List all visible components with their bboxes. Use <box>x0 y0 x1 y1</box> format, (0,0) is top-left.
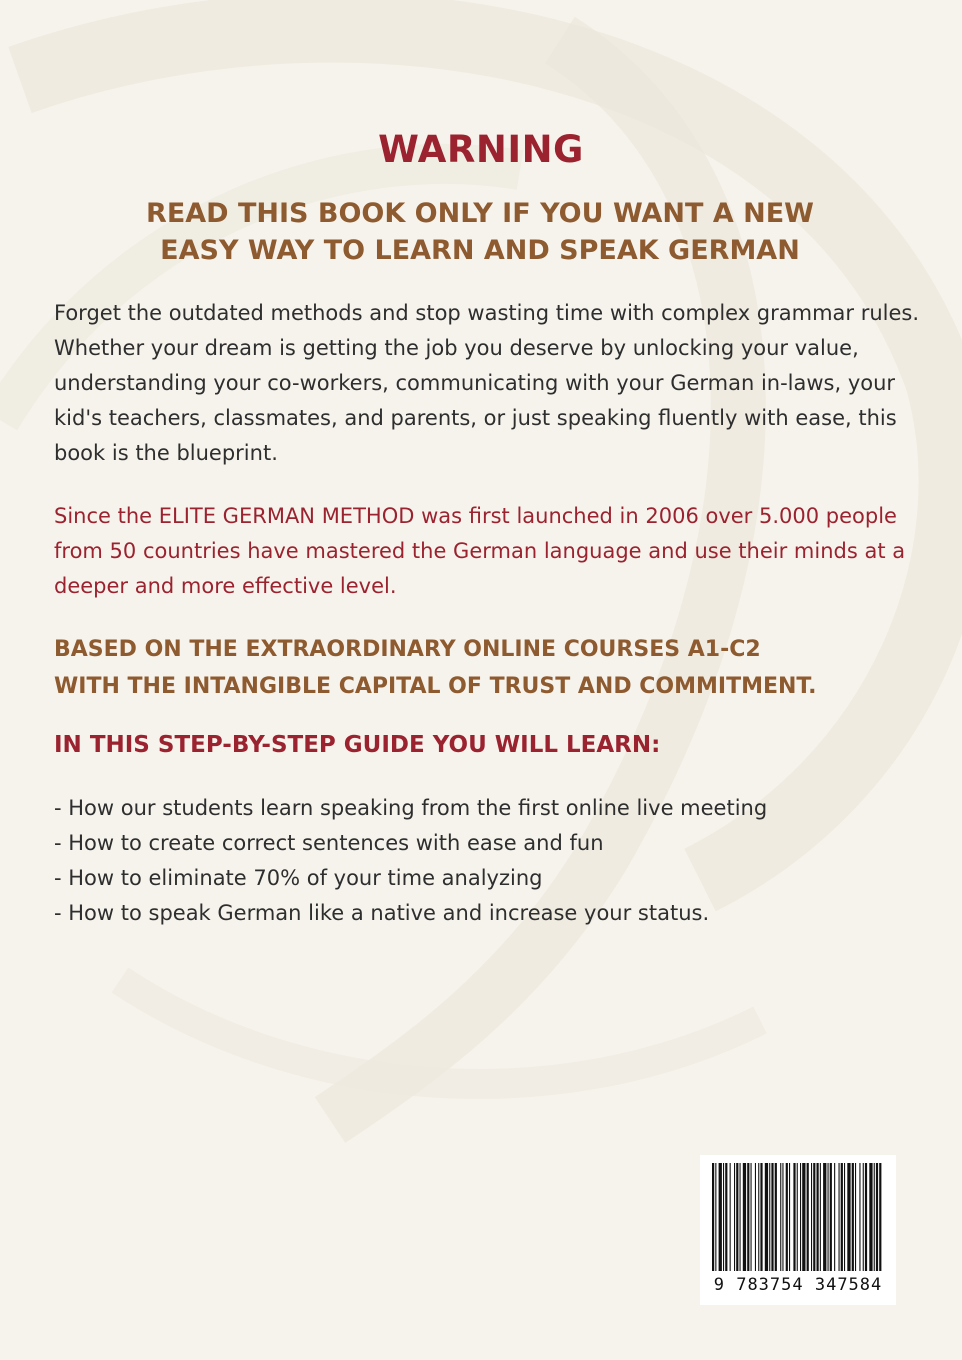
barcode-bar <box>789 1163 790 1271</box>
barcode-bar <box>725 1163 727 1271</box>
barcode-bar <box>719 1163 722 1271</box>
barcode-bar <box>823 1163 826 1271</box>
barcode-bar <box>723 1163 724 1271</box>
list-item: - How to eliminate 70% of your time analyzing <box>54 866 543 890</box>
barcode-bar <box>863 1163 864 1271</box>
barcode-bar <box>740 1163 741 1271</box>
barcode-bar <box>859 1163 860 1271</box>
based-on-heading <box>54 631 934 705</box>
barcode-bar <box>874 1163 875 1271</box>
barcode-bar <box>811 1163 812 1271</box>
barcode-bar <box>817 1163 819 1271</box>
barcode-bar <box>830 1163 832 1271</box>
barcode-bar <box>841 1163 843 1271</box>
barcode-bar <box>802 1163 805 1271</box>
barcode-bar <box>847 1163 850 1271</box>
barcode-bar <box>855 1163 856 1271</box>
warning-title: WARNING <box>378 128 584 171</box>
barcode-bar <box>869 1163 872 1271</box>
barcode-bar <box>793 1163 795 1271</box>
barcode-bar <box>800 1163 801 1271</box>
based-line-2: WITH THE INTANGIBLE CAPITAL OF TRUST AND COMMITMENT. <box>54 674 817 699</box>
guide-heading: IN THIS STEP-BY-STEP GUIDE YOU WILL LEARN: <box>54 732 661 758</box>
barcode-bar <box>771 1163 773 1271</box>
barcode-bar <box>712 1163 714 1271</box>
barcode-bar <box>813 1163 815 1271</box>
intro-paragraph: Forget the outdated methods and stop wasting time with complex grammar rules. Whether your dream is getting the job you deserve by unlocking your value, understanding your co-workers, communicating with your German in-laws, your kid's teachers, classmates, and parents, or just speaking fluently with ease, this book is the blueprint. <box>54 301 920 465</box>
barcode-bar <box>844 1163 845 1271</box>
list-item: - How our students learn speaking from the first online live meeting <box>54 796 768 820</box>
barcode-bar <box>734 1163 735 1271</box>
isbn-number: 9 783754 347584 <box>713 1275 883 1295</box>
barcode-bar <box>807 1163 809 1271</box>
barcode-bar <box>755 1163 756 1271</box>
barcode-bar <box>879 1163 881 1271</box>
barcode-bar <box>834 1163 835 1271</box>
barcode-bar <box>780 1163 781 1271</box>
barcode-bar <box>765 1163 768 1271</box>
barcode-bar <box>828 1163 829 1271</box>
based-line-1: BASED ON THE EXTRAORDINARY ONLINE COURSES A1-C2 <box>54 637 761 662</box>
subtitle-line-1: READ THIS BOOK ONLY IF YOU WANT A NEW <box>146 198 814 229</box>
barcode-bar <box>715 1163 716 1271</box>
barcode-bar <box>760 1163 762 1271</box>
barcode-bar <box>797 1163 798 1271</box>
barcode-bar <box>876 1163 878 1271</box>
barcode-bar <box>758 1163 759 1271</box>
barcode-bar <box>820 1163 821 1271</box>
list-item: - How to speak German like a native and increase your status. <box>54 901 710 925</box>
subtitle-line-2: EASY WAY TO LEARN AND SPEAK GERMAN <box>160 235 800 266</box>
barcode-bar <box>736 1163 738 1271</box>
barcode-bar <box>751 1163 752 1271</box>
barcode-bars <box>708 1163 888 1275</box>
subtitle <box>80 195 880 269</box>
barcode-bar <box>743 1163 746 1271</box>
barcode-bar <box>782 1163 783 1271</box>
method-paragraph: Since the ELITE GERMAN METHOD was first launched in 2006 over 5.000 people from 50 countries have mastered the German language and use their minds at a deeper and more effective level. <box>54 504 906 598</box>
list-item: - How to create correct sentences with ease and fun <box>54 831 604 855</box>
barcode-bar <box>747 1163 749 1271</box>
barcode-bar <box>769 1163 770 1271</box>
barcode-bar <box>852 1163 854 1271</box>
barcode-bar <box>865 1163 867 1271</box>
learn-list <box>54 791 934 931</box>
barcode-bar <box>839 1163 840 1271</box>
barcode-bar <box>775 1163 777 1271</box>
barcode-bar <box>730 1163 731 1271</box>
isbn-barcode <box>700 1155 896 1305</box>
barcode-bar <box>786 1163 788 1271</box>
